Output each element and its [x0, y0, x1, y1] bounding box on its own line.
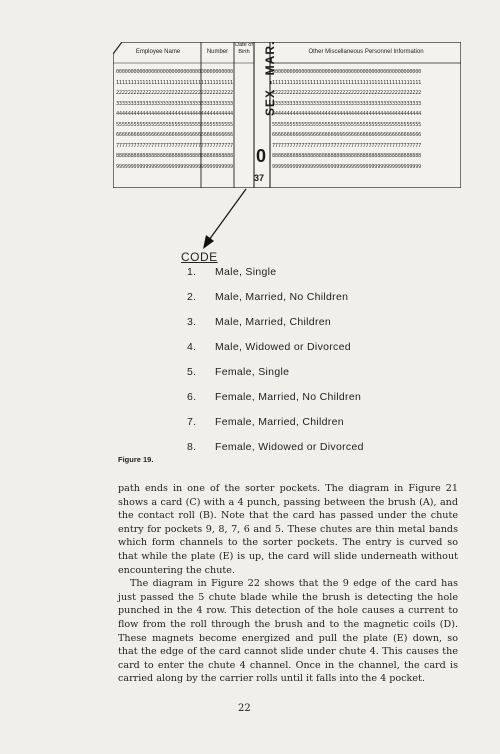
code-title: CODE	[181, 250, 218, 264]
punch-value: 0	[256, 146, 267, 166]
code-item-text: Male, Single	[215, 266, 277, 278]
code-item-number: 6.	[187, 391, 197, 403]
code-item-text: Male, Married, Children	[215, 316, 332, 328]
code-item-number: 1.	[187, 266, 197, 278]
employee-name-header: Employee Name	[135, 49, 181, 55]
code-item-text: Female, Single	[215, 366, 290, 378]
pointer-arrow	[195, 185, 255, 255]
number-header: Number	[206, 49, 229, 55]
other-info-header: Other Miscellaneous Personnel Information	[308, 49, 424, 55]
page-number: 22	[238, 703, 251, 714]
code-item-number: 7.	[187, 416, 197, 428]
date-of-birth-header: Date of Birth	[235, 42, 253, 55]
code-item-number: 2.	[187, 291, 197, 303]
code-item-text: Female, Widowed or Divorced	[215, 441, 364, 453]
code-item-text: Female, Married, Children	[215, 416, 344, 428]
code-item-number: 5.	[187, 366, 197, 378]
paragraph: path ends in one of the sorter pockets. The diagram in Figure 21 shows a card (C) with a 4 punch, passing between the brush (A), and the contact roll (B). Note that the card has passed under the chute entry for pockets 9, 8, 7, 6 and 5. These chutes are thin metal bands which form channels to the sorter pockets. The entry is curved so that while the plate (E) is up, the card will slide underneath without encountering the chute.	[118, 483, 458, 576]
code-item-number: 4.	[187, 341, 197, 353]
code-item-number: 8.	[187, 441, 197, 453]
code-item-text: Male, Widowed or Divorced	[215, 341, 351, 353]
punched-card	[113, 42, 461, 188]
code-item-text: Male, Married, No Children	[215, 291, 349, 303]
paragraph: The diagram in Figure 22 shows that the 9 edge of the card has just passed the 5 chute blade while the brush is detecting the hole punched in the 4 row. This detection of the hole causes a current to flow from the roll through the brush and to the magnetic coils (D). These magnets become energized and pull the plate (E) down, so that the edge of the card cannot slide under chute 4. This causes the card to enter the chute 4 channel. Once in the channel, the card is carried along by the carrier rolls until it falls into the 4 pocket.	[118, 578, 458, 685]
column-number: 37	[254, 173, 265, 183]
code-item-text: Female, Married, No Children	[215, 391, 362, 403]
code-item-number: 3.	[187, 316, 197, 328]
body-text	[118, 482, 458, 686]
card-digit-rows-left: 0000000000000000000000000000000000000000 1111111111111111111111111111111111111111 2222222222222222222222222222222222222222 3333333333333333333333333333333333333333 4444444444444444444444444444444444444444 5555555555555555555555555555555555555555 6666666666666666666666666666666666666666 7777777777777777777777777777777777777777 8888888888888888888888888888888888888888 9999999999999999999999999999999999999999	[116, 69, 233, 170]
sex-marital-column-label: SEX - MAR.	[263, 40, 277, 116]
figure-caption: Figure 19.	[118, 455, 154, 464]
card-digit-rows-right: 000000000000000000000000000000000000000000000000000 111111111111111111111111111111111111111111111111111 222222222222222222222222222222222222222222222222222 333333333333333333333333333333333333333333333333333 444444444444444444444444444444444444444444444444444 555555555555555555555555555555555555555555555555555 666666666666666666666666666666666666666666666666666 777777777777777777777777777777777777777777777777777 888888888888888888888888888888888888888888888888888 999999999999999999999999999999999999999999999999999	[272, 69, 422, 170]
